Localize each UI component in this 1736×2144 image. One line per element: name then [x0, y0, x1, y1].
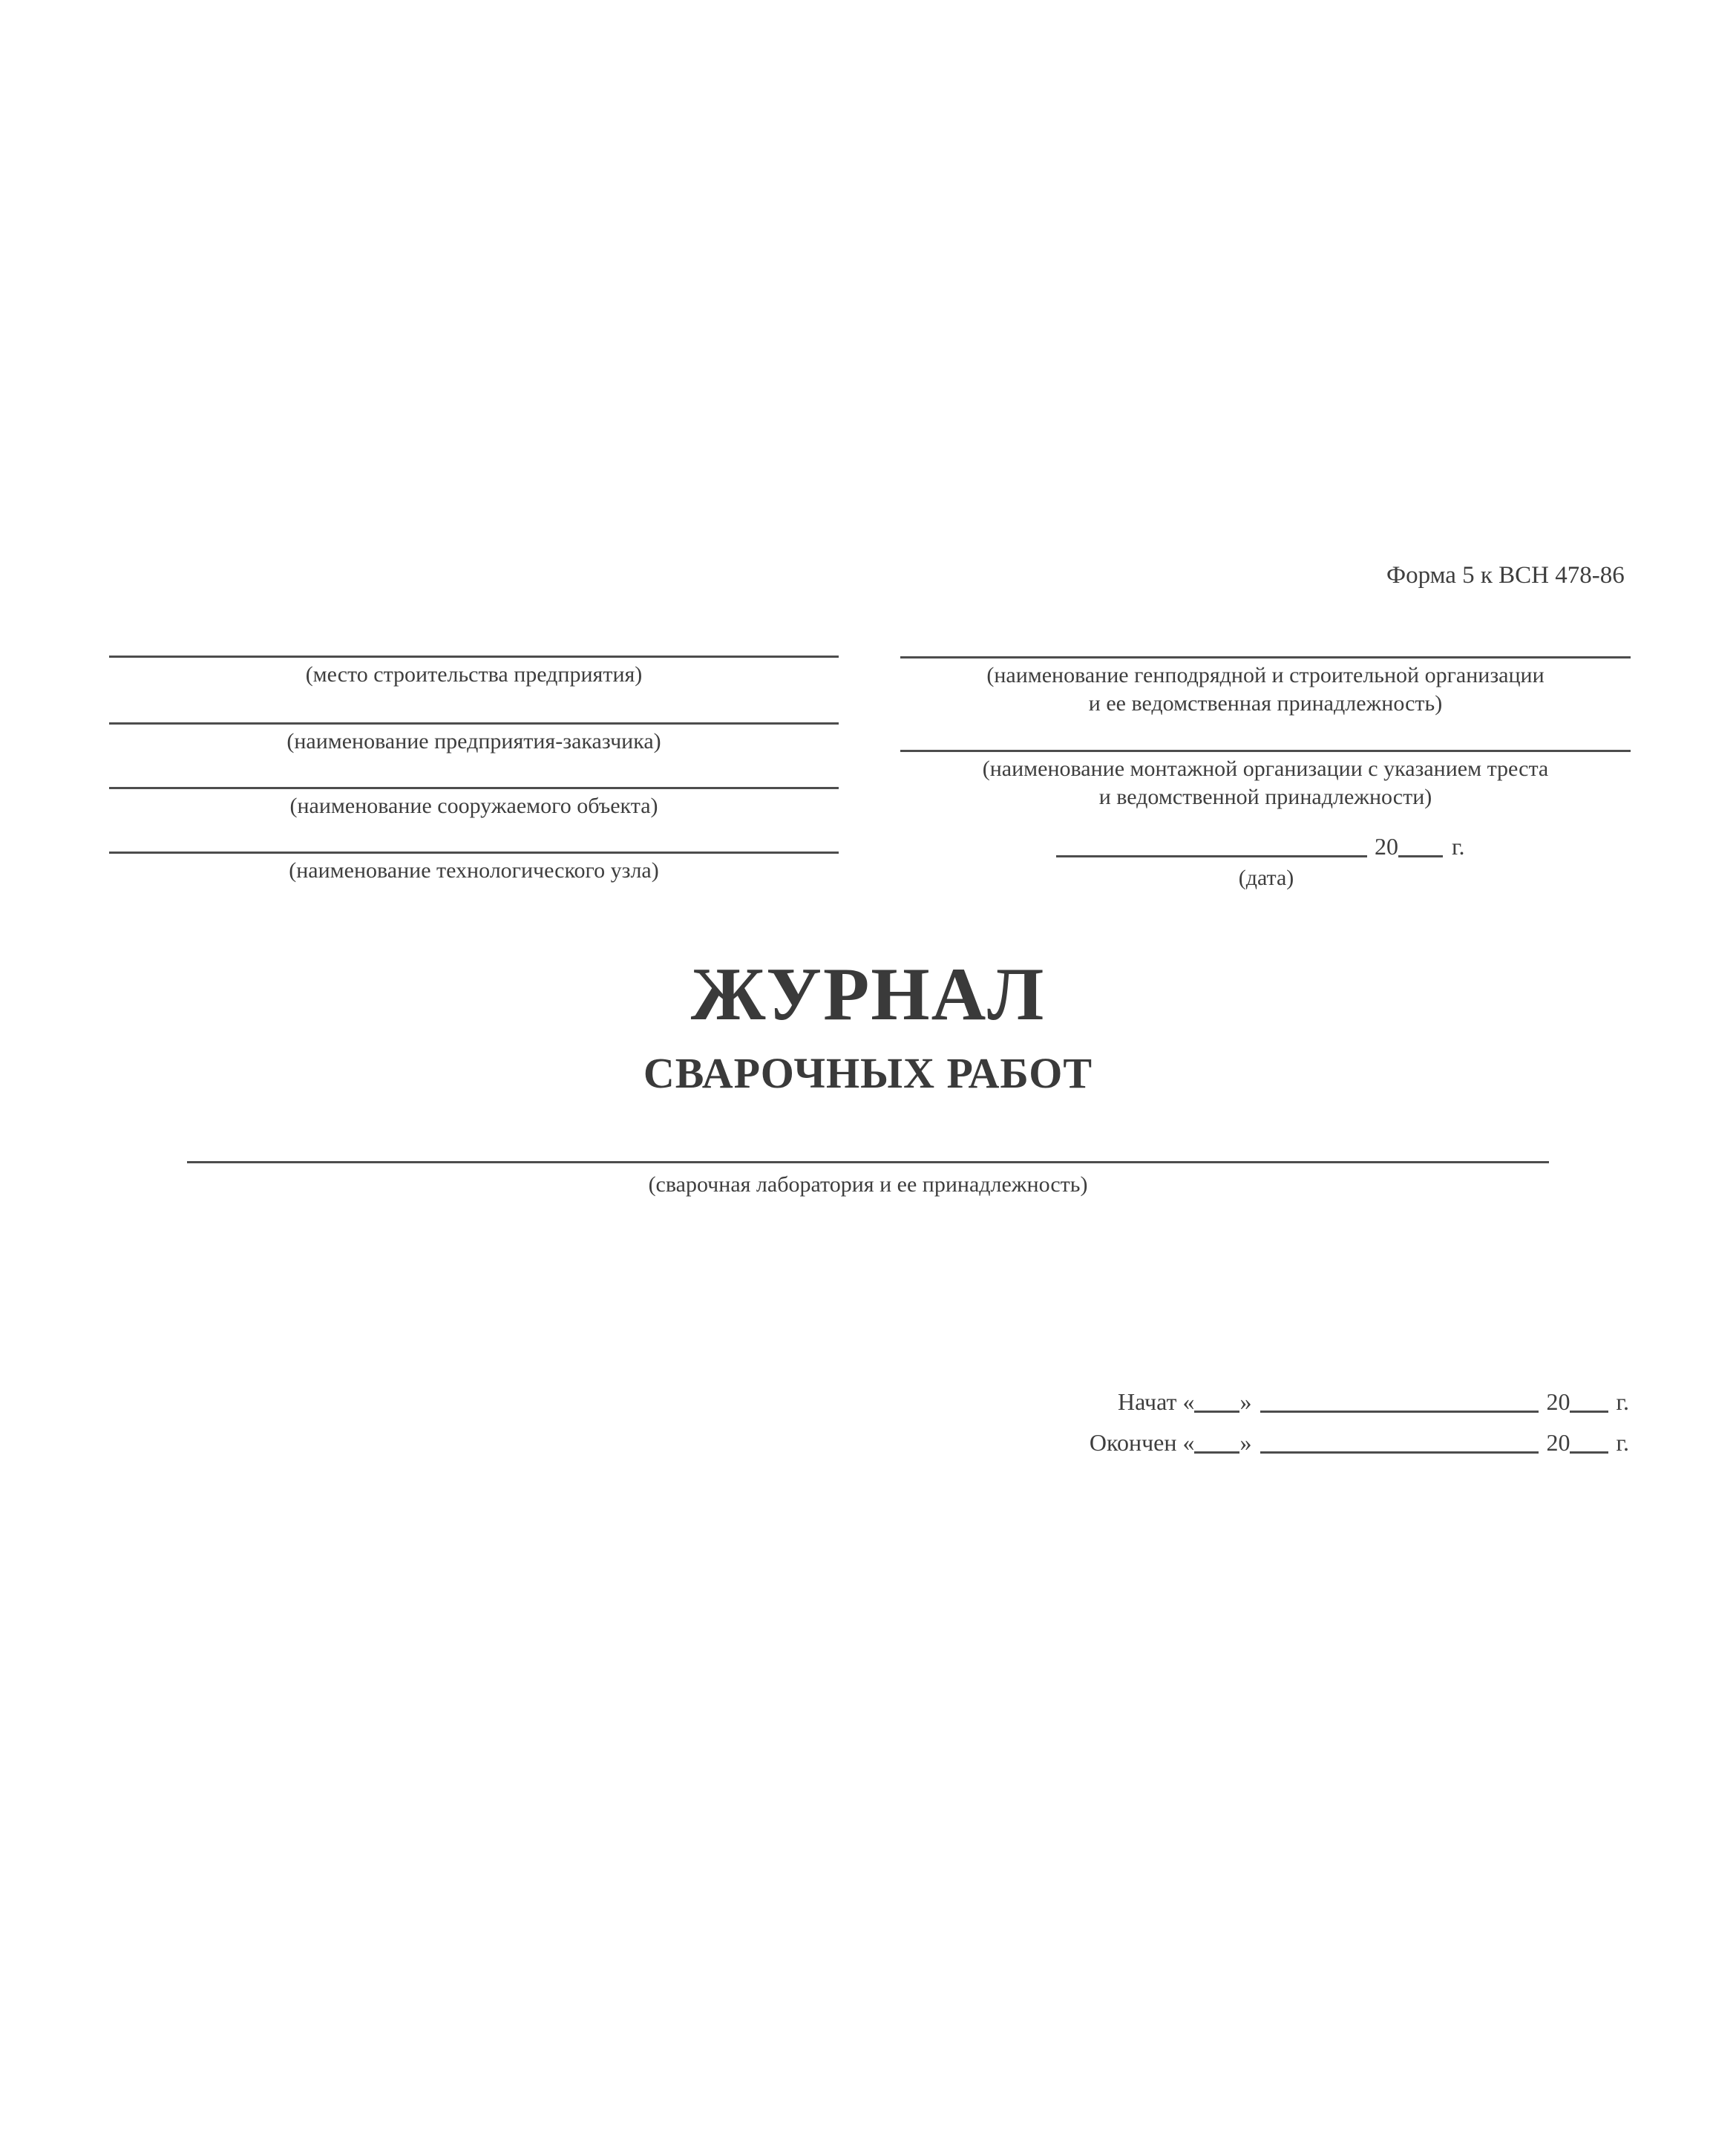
close-quote: » [1239, 1388, 1252, 1415]
year-prefix: 20 [1546, 1429, 1570, 1456]
year-prefix: 20 [1546, 1388, 1570, 1415]
field-constructed-object [109, 787, 839, 820]
field-caption: (наименование сооружаемого объекта) [289, 794, 658, 818]
finished-label: Окончен [1089, 1429, 1177, 1456]
field-caption: (наименование технологического узла) [289, 858, 659, 883]
month-blank-line [1260, 1451, 1539, 1454]
date-caption: (дата) [1238, 866, 1294, 890]
field-caption: (место строительства предприятия) [305, 662, 643, 687]
year-prefix: 20 [1375, 833, 1398, 860]
open-quote: « [1182, 1429, 1195, 1456]
journal-finished-row [1090, 1429, 1629, 1456]
year-blank-line [1398, 855, 1443, 857]
field-customer-enterprise [109, 722, 839, 756]
date-blank-line [1056, 855, 1367, 857]
year-suffix: г. [1616, 1429, 1629, 1456]
field-caption-line1: (наименование монтажной организации с указанием треста [982, 756, 1549, 781]
close-quote: » [1239, 1429, 1252, 1456]
field-caption-line1: (наименование генподрядной и строительной организации [986, 663, 1545, 687]
field-construction-place [109, 656, 839, 689]
form-reference-note: Форма 5 к ВСН 478-86 [1386, 562, 1625, 589]
field-welding-laboratory [187, 1161, 1549, 1199]
year-blank-line [1570, 1451, 1608, 1454]
field-caption [900, 752, 1631, 811]
page-title: ЖУРНАЛ [690, 952, 1046, 1036]
field-caption: (наименование предприятия-заказчика) [286, 729, 661, 754]
day-blank-line [1194, 1411, 1239, 1413]
year-suffix: г. [1616, 1388, 1629, 1415]
month-blank-line [1260, 1411, 1539, 1413]
org-date-row [1056, 833, 1465, 860]
started-label: Начат [1118, 1388, 1177, 1415]
field-general-contractor-org [900, 656, 1631, 718]
day-blank-line [1194, 1451, 1239, 1454]
year-suffix: г. [1452, 833, 1465, 860]
journal-started-row [1118, 1388, 1629, 1415]
field-caption [900, 658, 1631, 718]
field-installation-org [900, 750, 1631, 811]
field-caption-line2: и ее ведомственная принадлежность) [1088, 691, 1443, 716]
field-caption-line2: и ведомственной принадлежности) [1098, 785, 1432, 809]
page-subtitle: СВАРОЧНЫХ РАБОТ [643, 1049, 1093, 1097]
year-blank-line [1570, 1411, 1608, 1413]
open-quote: « [1182, 1388, 1195, 1415]
field-technological-unit [109, 852, 839, 885]
field-caption: (сварочная лаборатория и ее принадлежность) [648, 1172, 1088, 1197]
